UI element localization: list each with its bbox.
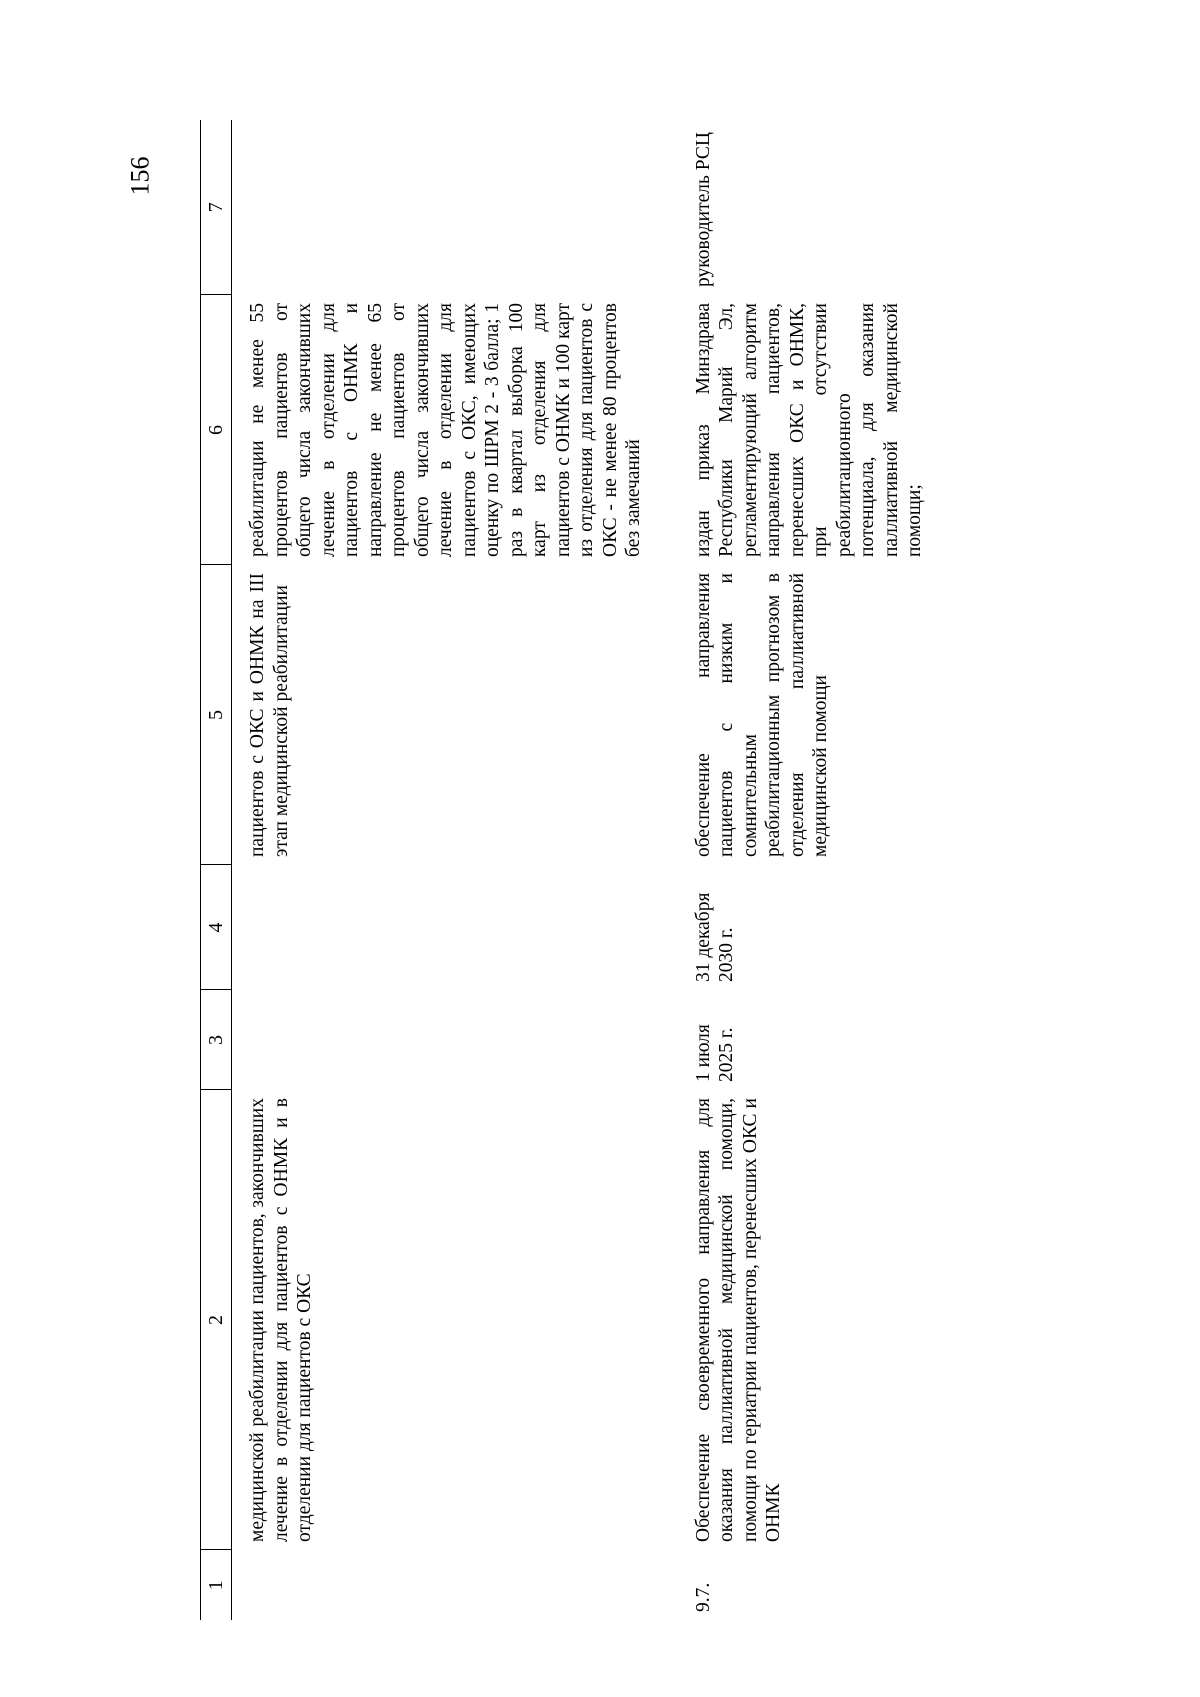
header-row (201, 120, 232, 1620)
table-row (686, 120, 927, 1620)
cell-end-date (232, 865, 686, 990)
cell-event: медицинской реабилитации пациентов, закончивших лечение в отделении для пациентов с ОНМК и в отделении для пациентов с ОКС (247, 1098, 315, 1542)
header-col-7: 7 (201, 120, 232, 295)
table-body (232, 120, 927, 1620)
cell-end-date: 31 декабря 2030 г. (692, 892, 737, 982)
header-col-2: 2 (201, 1090, 232, 1550)
header-col-4: 4 (201, 865, 232, 990)
cell-start-date: 1 июля 2025 г. (692, 1024, 737, 1082)
cell-number: 9.7. (692, 1582, 714, 1612)
header-col-3: 3 (201, 990, 232, 1090)
header-col-6: 6 (201, 295, 232, 565)
cell-event: Обеспечение своевременного направления для оказания паллиативной медицинской помощи, помощи по гериатрии пациентов, перенесших ОКС и ОНМК (692, 1098, 784, 1542)
cell-responsible: руководитель РСЦ (692, 132, 714, 287)
cell-start-date (232, 990, 686, 1090)
cell-result: обеспечение направления пациентов с низким и сомнительным реабилитационным прогнозом в отделения паллиативной медицинской помощи (692, 573, 831, 857)
cell-indicator: издан приказ Минздрава Республики Марий Эл, регламентирующий алгоритм направления пациентов, перенесших ОКС и ОНМК, при отсутствии реабилитационного потенциала, для оказания паллиативной медицинской помощи; (692, 303, 925, 557)
cell-responsible (232, 120, 686, 295)
cell-indicator: реабилитации не менее 55 процентов пациентов от общего числа закончивших лечение в отделении для пациентов с ОНМК и направление не менее 65 процентов пациентов от общего числа закончивших лечение в отделении для пациентов с ОКС, имеющих оценку по ШРМ 2 - 3 балла; 1 раз в квартал выборка 100 карт из отделения для пациентов с ОНМК и 100 карт из отделения для пациентов с ОКС - не менее 80 процентов без замечаний (247, 303, 644, 557)
cell-result: пациентов с ОКС и ОНМК на III этап медицинской реабилитации (247, 573, 292, 857)
plan-table (200, 120, 927, 1620)
header-col-5: 5 (201, 565, 232, 865)
table-row (232, 120, 686, 1620)
cell-number (232, 1550, 686, 1620)
page-number (120, 116, 160, 236)
table-header (201, 120, 232, 1620)
rotated-table-container (200, 120, 1200, 1620)
page-number-text: 156 (125, 156, 154, 196)
header-col-1: 1 (201, 1550, 232, 1620)
